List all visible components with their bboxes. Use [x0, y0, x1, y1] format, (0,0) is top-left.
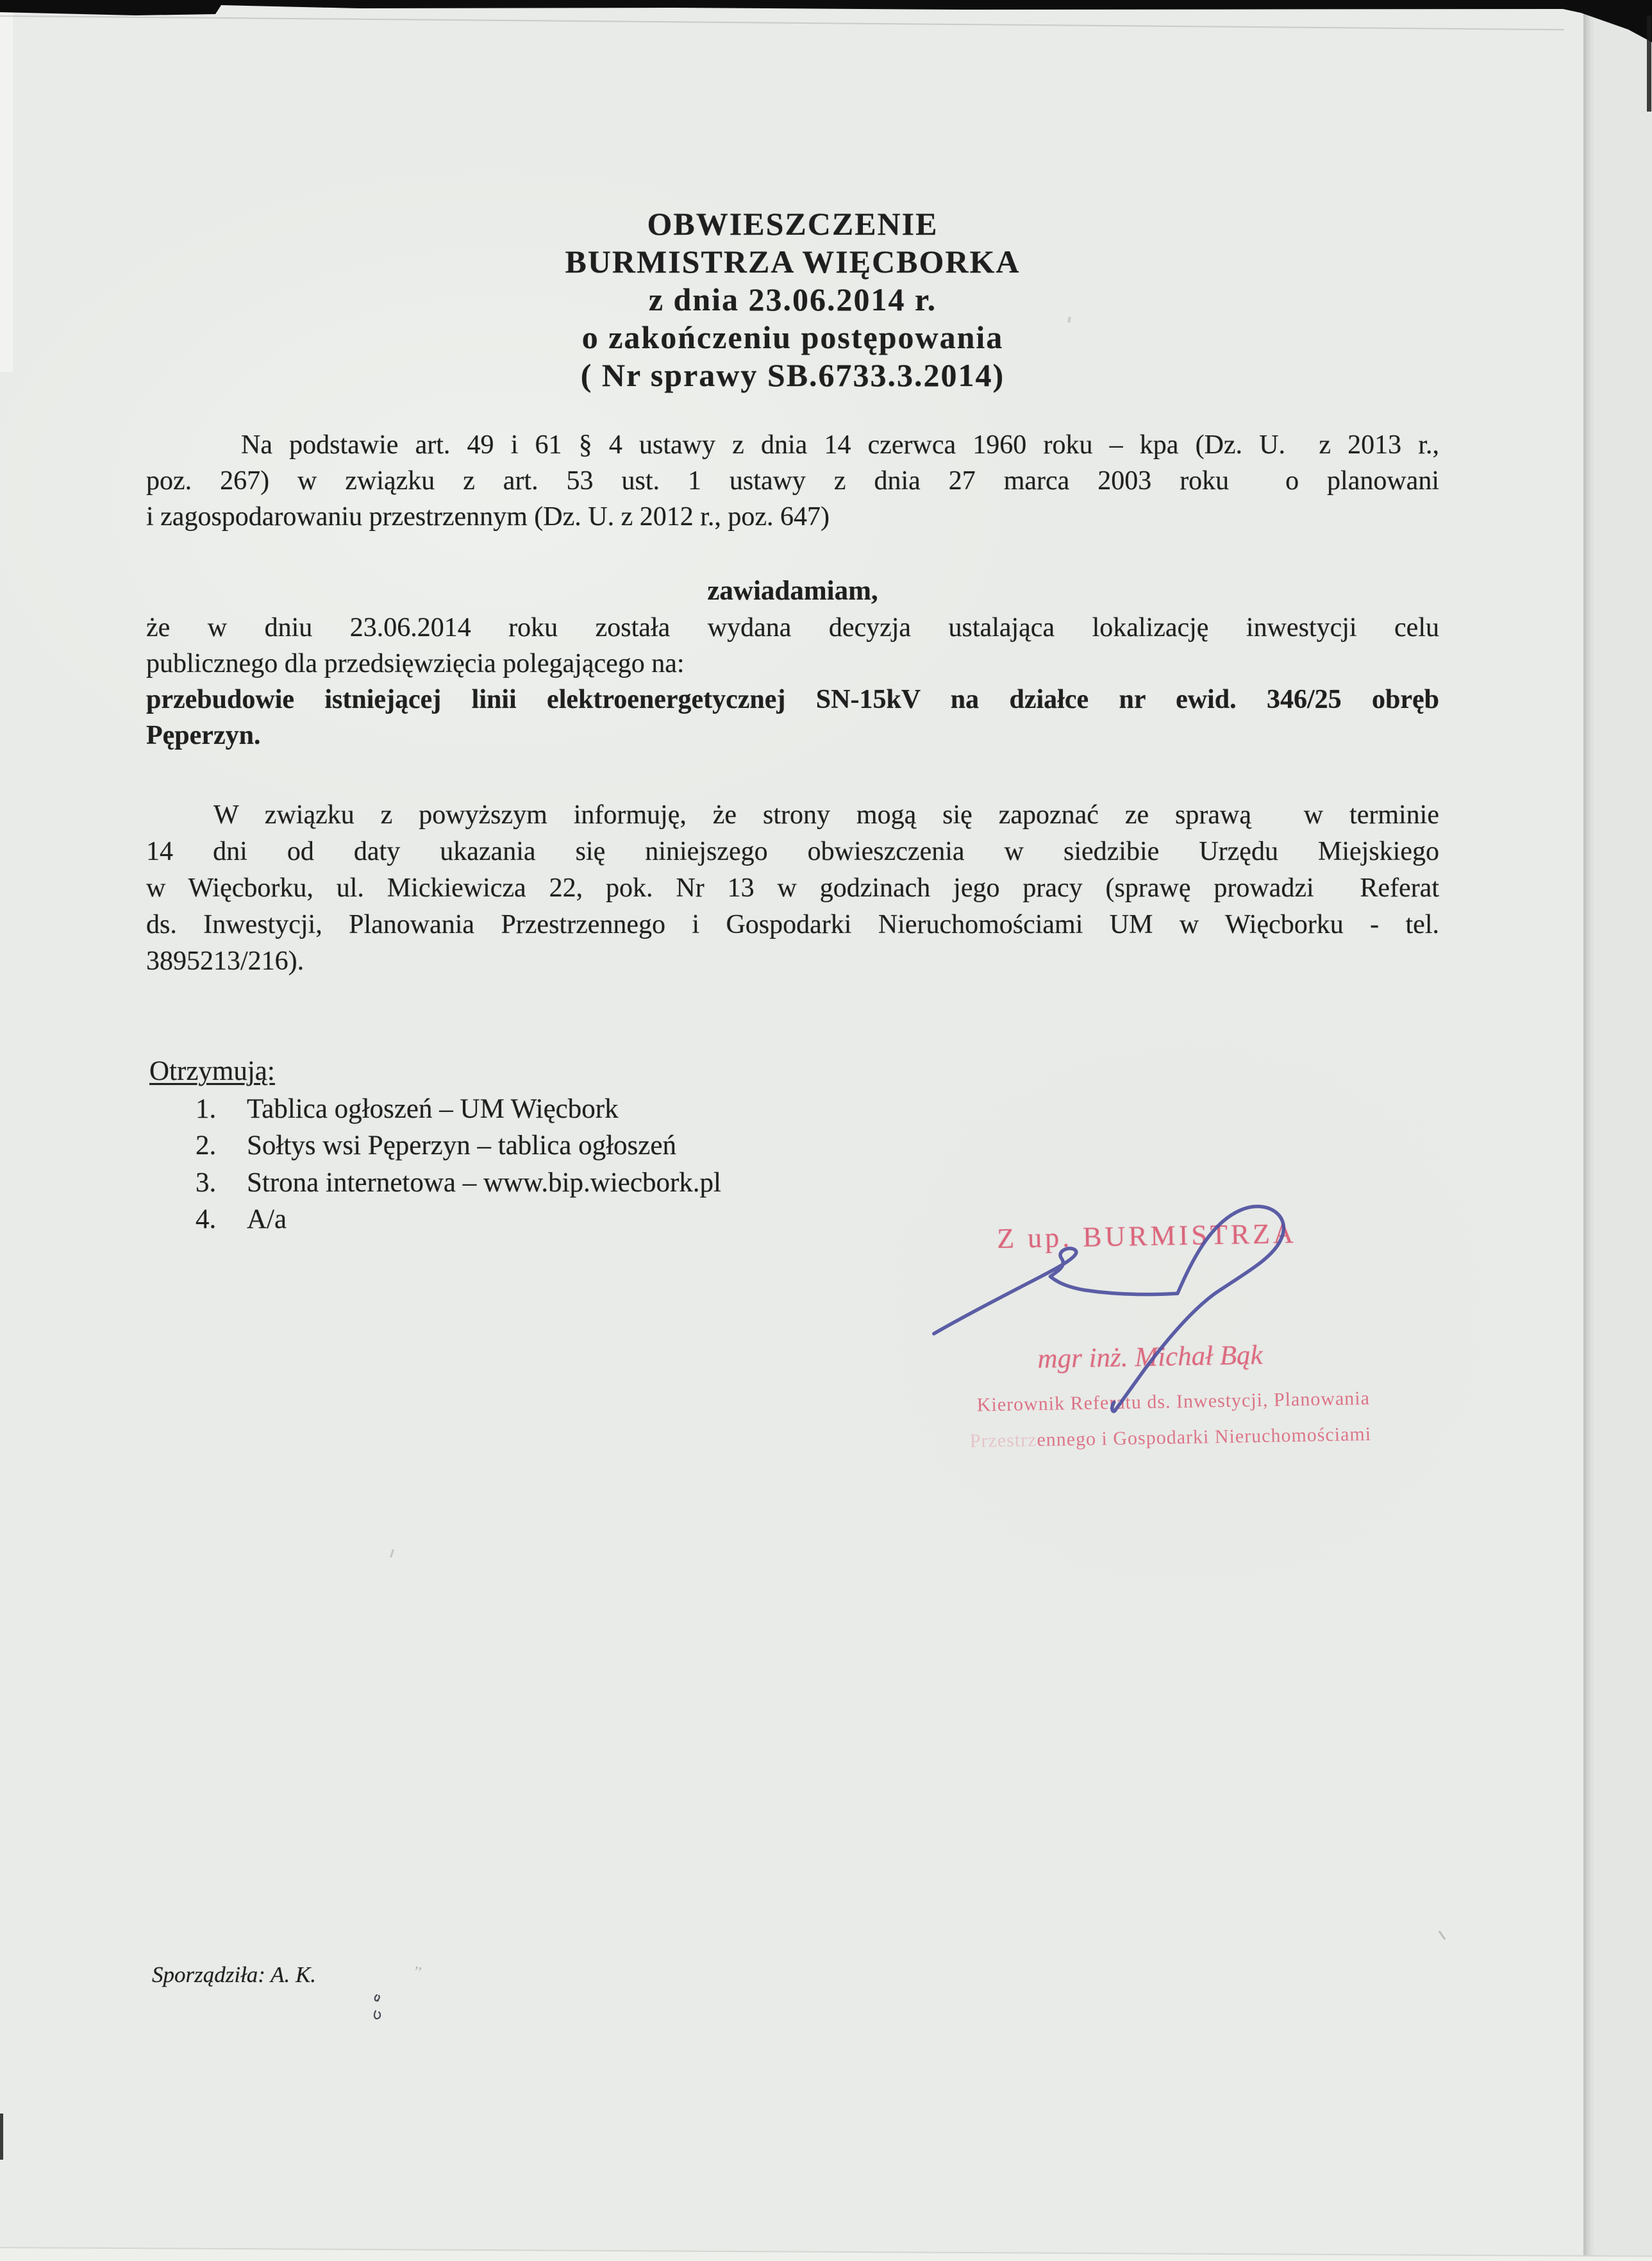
prepared-by-note: Sporządziła: A. K.: [152, 1962, 317, 1987]
faint-speck: [1439, 1931, 1446, 1940]
recipient-item: [196, 1167, 721, 1198]
stamp-text-rest: ennego i Gospodarki Nieruchomościami: [1037, 1423, 1372, 1451]
title-line-obwieszczenie: OBWIESZCZENIE: [647, 206, 939, 242]
recipient-text: A/a: [247, 1204, 287, 1234]
title-line-subject: o zakończeniu postępowania: [581, 319, 1004, 355]
text-line: W związku z powyższym informuję, że strony mogą się zapoznać ze sprawą w terminie: [213, 800, 1439, 830]
notice-paragraph-bold: [146, 682, 1439, 753]
recipient-number: 2.: [196, 1130, 217, 1161]
notice-paragraph: [146, 610, 1439, 682]
handwritten-signature-ink: [921, 1189, 1374, 1485]
text-line: w Więcborku, ul. Mickiewicza 22, pok. Nr 13 w godzinach jego pracy (sprawę prowadzi Referat: [146, 873, 1439, 903]
recipient-number: 1.: [196, 1094, 217, 1124]
notice-heading: zawiadamiam,: [707, 576, 878, 606]
small-pen-mark: [371, 1993, 387, 2026]
recipients-heading: Otrzymują:: [149, 1056, 275, 1086]
recipient-text: Sołtys wsi Pęperzyn – tablica ogłoszeń: [247, 1130, 676, 1161]
recipient-text: Strona internetowa – www.bip.wiecbork.pl: [247, 1168, 721, 1198]
stamp-authority-line: Z up. BURMISTRZA: [996, 1217, 1297, 1255]
text-line: publicznego dla przedsięwzięcia polegającego na:: [146, 649, 685, 678]
scanner-left-edge-mark: [0, 2114, 3, 2160]
recipient-text: Tablica ogłoszeń – UM Więcbork: [247, 1094, 619, 1124]
text-line: Pęperzyn.: [146, 721, 261, 750]
recipient-item: [196, 1130, 676, 1161]
text-line: że w dniu 23.06.2014 roku została wydana decyzja ustalająca lokalizację inwestycji celu: [146, 613, 1439, 643]
document-title-block: [146, 205, 1439, 394]
recipient-item: [196, 1204, 287, 1235]
stamp-signer-name: mgr inż. Michał Bąk: [1037, 1340, 1264, 1374]
text-line: ds. Inwestycji, Planowania Przestrzennego i Gospodarki Nieruchomościami UM w Więcborku - tel.: [146, 910, 1439, 939]
title-line-authority: BURMISTRZA WIĘCBORKA: [565, 244, 1021, 280]
recipient-number: 4.: [196, 1204, 217, 1234]
info-paragraph: [146, 797, 1439, 980]
paper-right-edge: [1583, 0, 1652, 2261]
text-line: 3895213/216).: [146, 946, 305, 976]
text-line: Na podstawie art. 49 i 61 § 4 ustawy z dnia 14 czerwca 1960 roku – kpa (Dz. U. z 2013 r.,: [241, 430, 1439, 460]
official-stamp: [921, 1189, 1374, 1485]
recipient-number: 3.: [196, 1168, 217, 1198]
text-line: 14 dni od daty ukazania się niniejszego obwieszczenia w siedzibie Urzędu Miejskiego: [146, 837, 1439, 866]
recipient-item: [196, 1093, 619, 1125]
stamp-faded-text: Przestrz: [969, 1429, 1037, 1452]
title-line-date: z dnia 23.06.2014 r.: [648, 282, 937, 317]
title-line-case-number: ( Nr sprawy SB.6733.3.2014): [580, 357, 1005, 393]
text-line: przebudowie istniejącej linii elektroenergetycznej SN-15kV na działce nr ewid. 346/25 obręb: [146, 685, 1439, 714]
stamp-signer-title-line1: Kierownik Referatu ds. Inwestycji, Planowania: [976, 1387, 1371, 1416]
legal-basis-paragraph: [146, 427, 1439, 535]
text-line: poz. 267) w związku z art. 53 ust. 1 ustawy z dnia 27 marca 2003 roku o planowani: [146, 466, 1439, 496]
text-line: i zagospodarowaniu przestrzennym (Dz. U. z 2012 r., poz. 647): [146, 502, 830, 532]
faint-speck: [390, 1549, 394, 1558]
paper-bottom-edge: [0, 2247, 1652, 2261]
faint-speck: ’’: [412, 1962, 424, 1981]
scanner-top-edge: [0, 0, 1652, 128]
